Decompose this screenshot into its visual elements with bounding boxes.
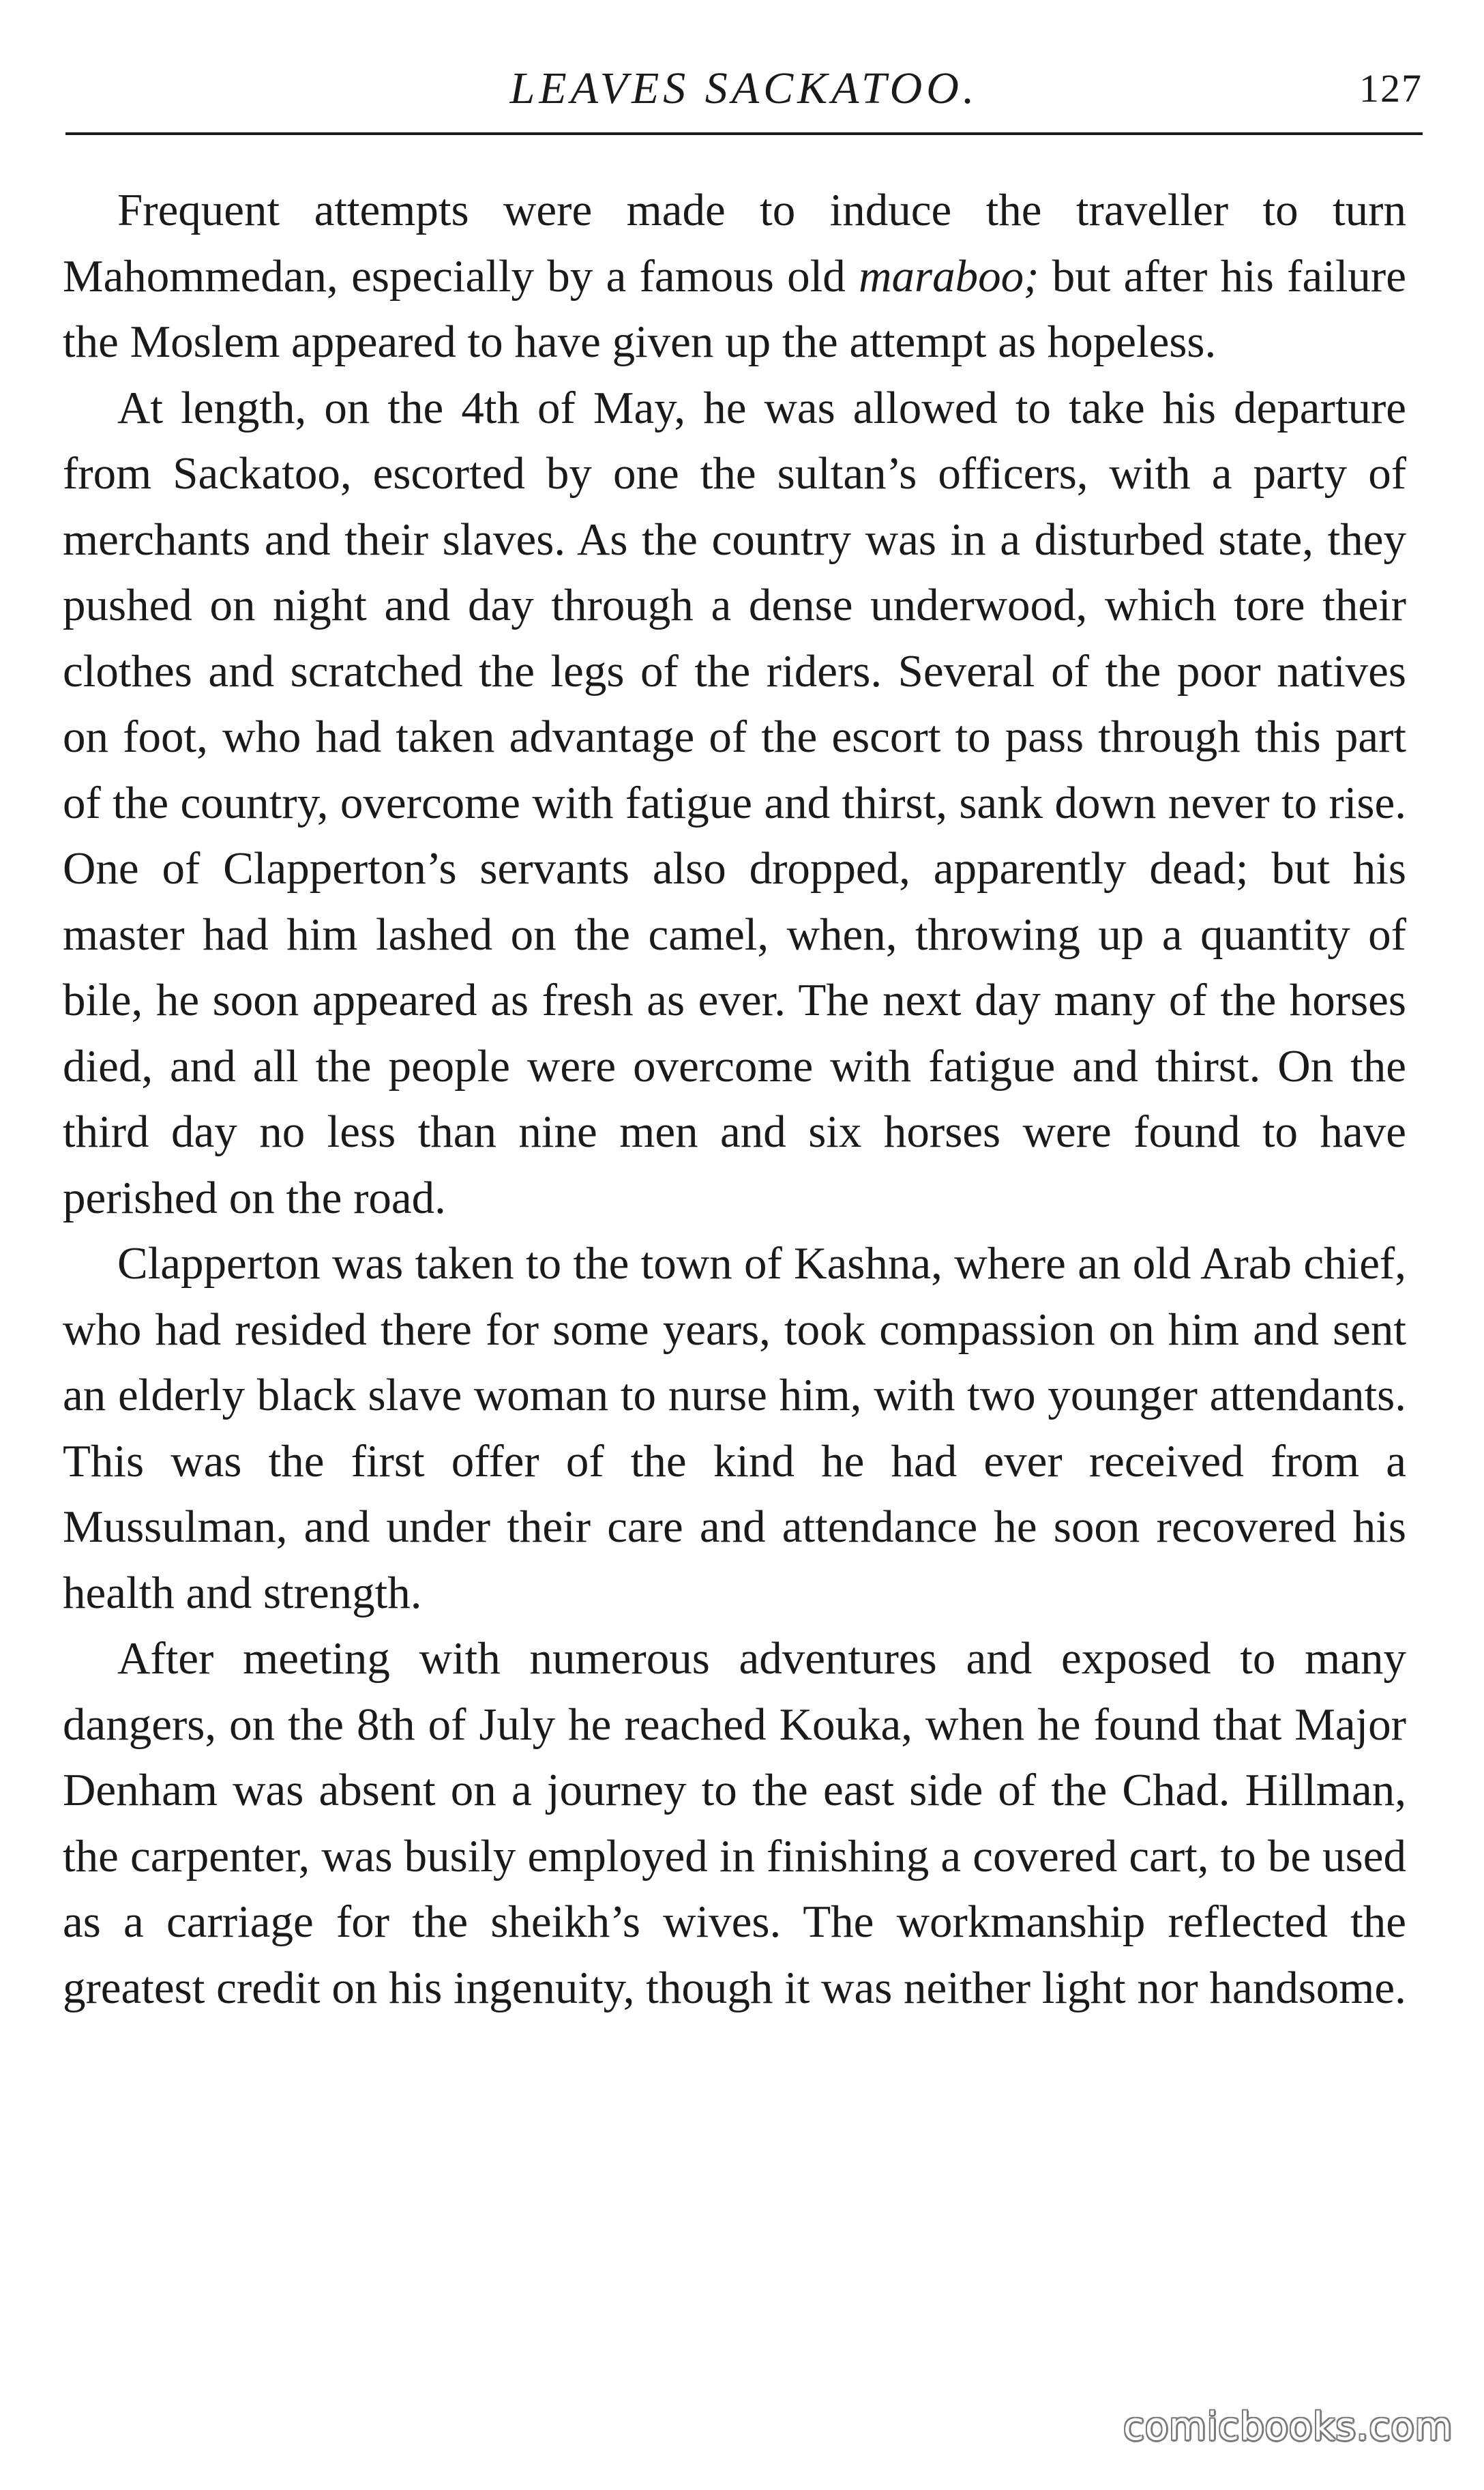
paragraph-2: [63, 375, 1406, 1231]
paragraph-1-text-a: Frequent attempts were made to induce the traveller to turn Mahommedan, especially by a famous old: [63, 185, 1406, 302]
paragraph-1: [63, 177, 1406, 375]
watermark-logo: comicbooks.com: [1123, 2405, 1453, 2449]
page-number: 127: [1359, 66, 1423, 111]
paragraph-4: [63, 1626, 1406, 2021]
header-rule: [65, 132, 1423, 135]
body-text: [63, 177, 1406, 2021]
running-head: [65, 56, 1423, 121]
paragraph-1-italic-word: maraboo;: [859, 250, 1039, 302]
paragraph-3: [63, 1231, 1406, 1626]
paragraph-3-text: Clapperton was taken to the town of Kashna, where an old Arab chief, who had resided there for some years, took compassion on him and sent an elderly black slave woman to nurse him, with two younger attendants. This was the first offer of the kind he had ever received from a Mussulman, and under their care and attendance he soon recovered his health and strength.: [63, 1238, 1406, 1618]
paragraph-2-text: At length, on the 4th of May, he was allowed to take his departure from Sackatoo, escorted by one the sultan’s officers, with a party of merchants and their slaves. As the country was in a disturbed state, they pushed on night and day through a dense underwood, which tore their clothes and scratched the legs of the riders. Several of the poor natives on foot, who had taken advantage of the escort to pass through this part of the country, overcome with fatigue and thirst, sank down never to rise. One of Clapperton’s servants also dropped, apparently dead; but his master had him lashed on the camel, when, throwing up a quantity of bile, he soon appeared as fresh as ever. The next day many of the horses died, and all the people were overcome with fatigue and thirst. On the third day no less than nine men and six horses were found to have perished on the road.: [63, 382, 1406, 1223]
paragraph-1-text-b: but after his failure the Moslem appeared to have given up the attempt as hopeless.: [63, 250, 1406, 367]
paragraph-4-text: After meeting with numerous adventures and exposed to many dangers, on the 8th of July he reached Kouka, when he found that Major Denham was absent on a journey to the east side of the Chad. Hillman, the carpenter, was busily employed in finishing a covered cart, to be used as a carriage for the sheikh’s wives. The workmanship reflected the greatest credit on his ingenuity, though it was neither light nor handsome.: [63, 1633, 1406, 2013]
running-title: LEAVES SACKATOO.: [509, 63, 979, 113]
